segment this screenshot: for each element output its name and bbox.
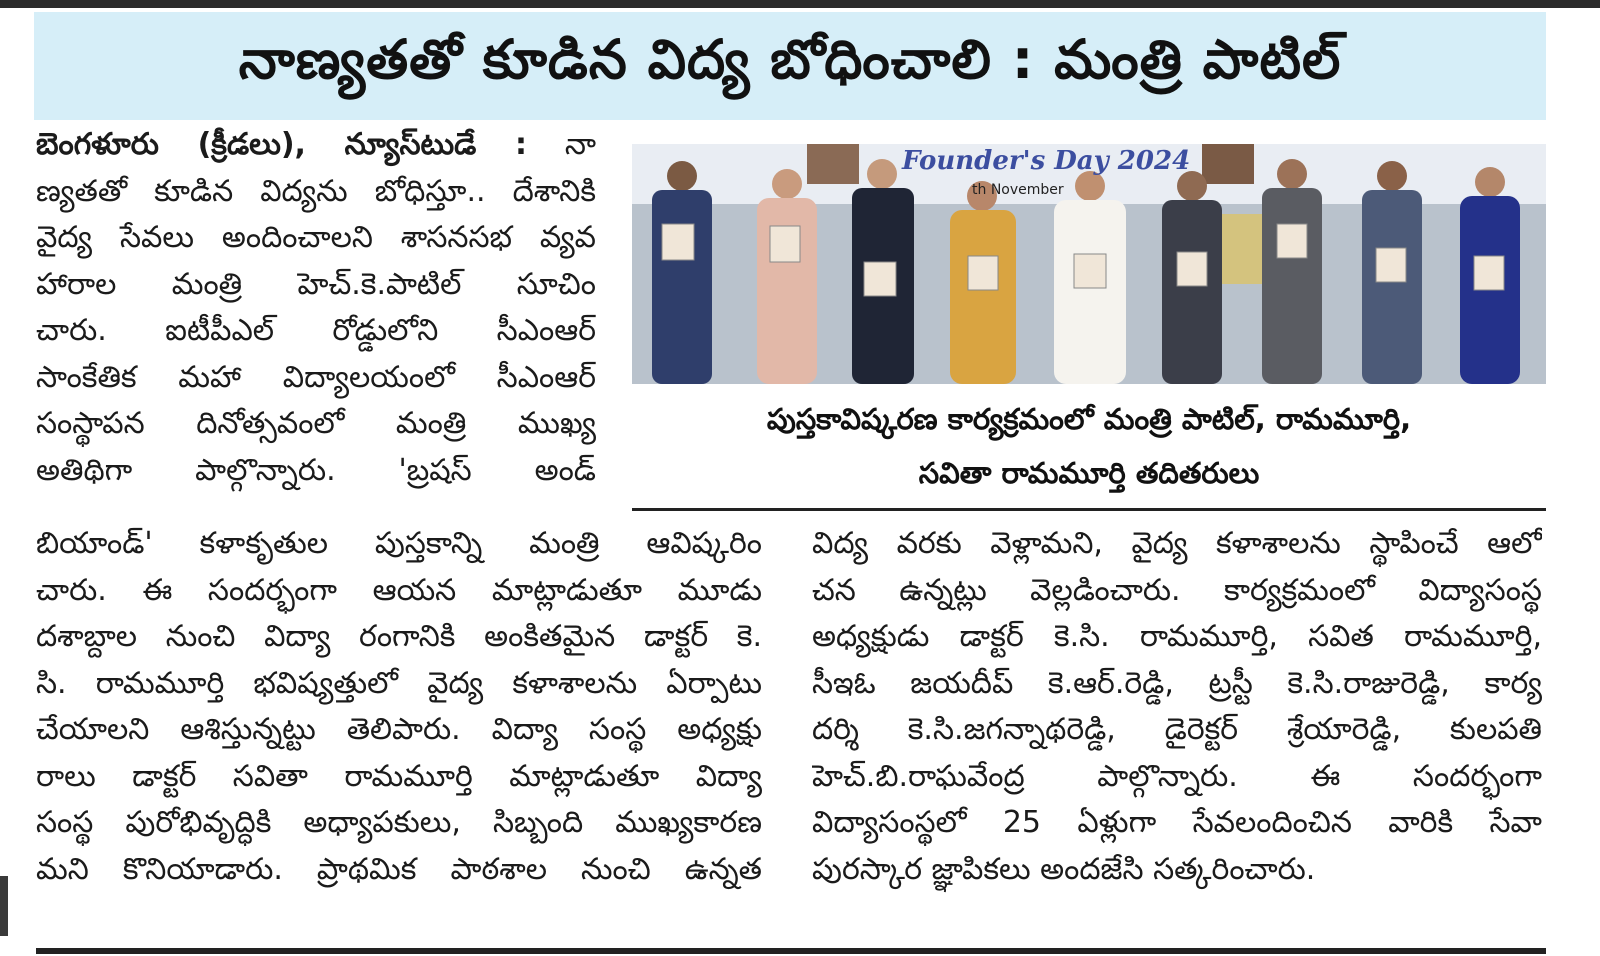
article-line: సి. రామమూర్తి భవిష్యత్తులో వైద్య కళాశాలను ఏర్పాటు: [36, 665, 762, 701]
article-column-3: [812, 521, 1542, 893]
left-edge-mark: [0, 876, 8, 936]
article-line: సాంకేతిక మహా విద్యాలయంలో సీఎంఆర్: [36, 359, 596, 395]
person-2: [757, 169, 817, 384]
article-line: చారు. ఈ సందర్భంగా ఆయన మాట్లాడుతూ మూడు: [36, 572, 762, 608]
article-line: చన ఉన్నట్లు వెల్లడించారు. కార్యక్రమంలో విద్యాసంస్థ: [812, 572, 1542, 608]
bottom-border-rule: [36, 948, 1546, 954]
article-text: నా: [564, 127, 596, 162]
article-column-1: [36, 122, 596, 494]
headline-band: [34, 12, 1546, 120]
top-border-rule: [0, 0, 1600, 8]
headline: నాణ్యతతో కూడిన విద్య బోధించాలి : మంత్రి పాటిల్: [238, 27, 1342, 91]
article-line-last: పురస్కార జ్ఞాపికలు అందజేసి సత్కరించారు.: [812, 851, 1316, 887]
article-column-2: [36, 521, 762, 893]
person-1: [652, 161, 712, 384]
article-line: చేయాలని ఆశిస్తున్నట్టు తెలిపారు. విద్యా సంస్థ అధ్యక్షు: [36, 712, 762, 747]
article-line: అతిథిగా పాల్గొన్నారు. 'బ్రషస్ అండ్: [36, 452, 596, 488]
article-line: [36, 122, 596, 169]
event-photo: [632, 144, 1546, 384]
photo-banner-title: Founder's Day 2024: [902, 146, 1191, 176]
article-line: దశాబ్దాల నుంచి విద్యా రంగానికి అంకితమైన డాక్టర్ కె.: [36, 619, 762, 654]
caption-line-1: పుస్తకావిష్కరణ కార్యక్రమంలో మంత్రి పాటిల్, రామమూర్తి,: [766, 402, 1412, 436]
article-line: వైద్య సేవలు అందించాలని శాసనసభ వ్యవ: [36, 220, 596, 255]
photo-illustration: [632, 144, 1546, 384]
person-7: [1262, 159, 1322, 384]
caption-divider: [632, 508, 1546, 511]
caption-line-2: సవితా రామమూర్తి తదితరులు: [918, 456, 1260, 490]
article-line: రాలు డాక్టర్ సవితా రామమూర్తి మాట్లాడుతూ విద్యా: [36, 758, 762, 794]
dateline: బెంగళూరు (క్రీడలు), న్యూస్‌టుడే :: [36, 127, 527, 162]
article-line: దర్శి కె.సి.జగన్నాథరెడ్డి, డైరెక్టర్ శ్రేయారెడ్డి, కులపతి: [812, 712, 1542, 747]
article-line: విద్య వరకు వెళ్లామని, వైద్య కళాశాలను స్థాపించే ఆలో: [812, 526, 1542, 561]
article-line: హారాల మంత్రి హెచ్.కె.పాటిల్ సూచిం: [36, 266, 596, 302]
article-line: అధ్యక్షుడు డాక్టర్ కె.సి. రామమూర్తి, సవిత రామమూర్తి,: [812, 619, 1542, 654]
article-line: సీఇఓ జయదీప్ కె.ఆర్.రెడ్డి, ట్రస్టీ కె.సి.రాజురెడ్డి, కార్య: [812, 665, 1542, 701]
photo-banner-subtitle: th November: [972, 182, 1064, 198]
article-line: సంస్థాపన దినోత్సవంలో మంత్రి ముఖ్య: [36, 406, 596, 441]
photo-caption: [632, 392, 1546, 500]
article-line: విద్యాసంస్థలో 25 ఏళ్లుగా సేవలందించిన వారికి సేవా: [812, 805, 1542, 840]
article-line: బియాండ్' కళాకృతుల పుస్తకాన్ని మంత్రి ఆవిష్కరిం: [36, 526, 762, 561]
article-line: ణ్యతతో కూడిన విద్యను బోధిస్తూ.. దేశానికి: [36, 173, 596, 209]
article-line: మని కొనియాడారు. ప్రాథమిక పాఠశాల నుంచి ఉన్నత: [36, 851, 762, 887]
article-line: సంస్థ పురోభివృద్ధికి అధ్యాపకులు, సిబ్బంది ముఖ్యకారణ: [36, 805, 762, 840]
article-line: హెచ్.బి.రాఘవేంద్ర పాల్గొన్నారు. ఈ సందర్భంగా: [812, 758, 1542, 794]
article-line: చారు. ఐటీపీఎల్ రోడ్డులోని సీఎంఆర్: [36, 313, 596, 348]
